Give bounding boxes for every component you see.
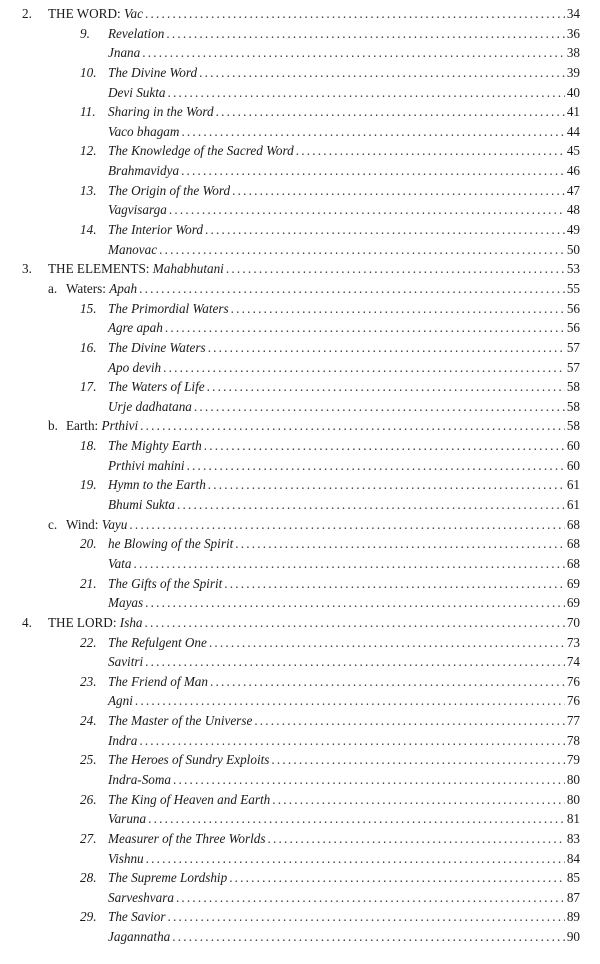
entry-line	[108, 318, 580, 338]
page-number: 61	[566, 497, 580, 513]
toc-entry-hymn	[0, 672, 600, 692]
dot-leader	[209, 633, 565, 653]
dot-leader	[168, 83, 565, 103]
page-number: 48	[566, 202, 580, 218]
entry-line	[108, 907, 580, 927]
page-number: 70	[566, 614, 580, 630]
entry-line	[108, 849, 580, 869]
hymn-number: 24.	[80, 713, 97, 729]
page-number: 50	[566, 241, 580, 257]
entry-line	[108, 927, 580, 947]
page-number: 45	[566, 143, 580, 159]
entry-title: The King of Heaven and Earth	[108, 791, 271, 807]
toc-entry-hymn	[0, 141, 600, 161]
dot-leader	[194, 397, 565, 417]
page-number: 38	[566, 45, 580, 61]
section-letter: a.	[48, 280, 58, 296]
hymn-number: 19.	[80, 477, 97, 493]
toc-entry-chapter	[0, 259, 600, 279]
toc-entry-sanskrit	[0, 770, 600, 790]
title-sanskrit: Vayu	[101, 516, 128, 532]
page-number: 34	[566, 6, 580, 21]
dot-leader	[176, 888, 565, 908]
toc-entry-hymn	[0, 790, 600, 810]
dot-leader	[172, 927, 565, 947]
entry-line	[108, 652, 580, 672]
entry-line	[108, 456, 580, 476]
dot-leader	[166, 24, 564, 44]
hymn-number: 16.	[80, 339, 97, 355]
entry-line	[108, 358, 580, 378]
toc-entry-sanskrit	[0, 495, 600, 515]
page-number: 80	[566, 791, 580, 807]
title-sanskrit: Mahabhutani	[152, 261, 224, 277]
dot-leader	[168, 907, 565, 927]
dot-leader	[139, 731, 565, 751]
dot-leader	[232, 181, 565, 201]
page-number: 81	[566, 811, 580, 827]
entry-title: The Friend of Man	[108, 673, 208, 689]
title-sanskrit: Apah	[109, 280, 138, 296]
entry-title: Manovac	[108, 241, 158, 257]
hymn-number: 11.	[80, 104, 96, 120]
page-number: 85	[566, 870, 580, 886]
hymn-number: 26.	[80, 791, 97, 807]
dot-leader	[163, 358, 565, 378]
page-number: 84	[566, 850, 580, 866]
dot-leader	[159, 240, 565, 260]
toc-entry-hymn	[0, 711, 600, 731]
dot-leader	[254, 711, 565, 731]
hymn-number: 10.	[80, 64, 97, 80]
entry-title: Indra-Soma	[108, 771, 172, 787]
toc-entry-sanskrit	[0, 200, 600, 220]
entry-title: Revelation	[108, 25, 165, 41]
entry-title: Agni	[108, 693, 133, 709]
entry-title: The Mighty Earth	[108, 438, 202, 454]
dot-leader	[187, 456, 565, 476]
entry-line	[108, 24, 580, 44]
title-roman: Earth:	[66, 418, 102, 434]
dot-leader	[142, 43, 565, 63]
toc-entry-sanskrit	[0, 652, 600, 672]
entry-line	[108, 574, 580, 594]
title-roman: THE WORD:	[48, 6, 124, 21]
toc-entry-sanskrit	[0, 161, 600, 181]
page-number: 69	[566, 575, 580, 591]
entry-line	[108, 141, 580, 161]
entry-line	[48, 4, 580, 24]
toc-entry-sanskrit	[0, 731, 600, 751]
table-of-contents	[0, 4, 600, 947]
entry-title: The Divine Waters	[108, 339, 206, 355]
entry-title: The Heroes of Sundry Exploits	[108, 752, 270, 768]
entry-title: Varuna	[108, 811, 147, 827]
entry-line	[48, 613, 580, 633]
entry-title: Sharing in the Word	[108, 104, 214, 120]
page-number: 58	[566, 398, 580, 414]
toc-entry-hymn	[0, 436, 600, 456]
dot-leader	[129, 515, 564, 535]
toc-entry-hymn	[0, 377, 600, 397]
toc-entry-hymn	[0, 534, 600, 554]
dot-leader	[204, 436, 565, 456]
entry-title: Devi Sukta	[108, 84, 166, 100]
dot-leader	[181, 122, 564, 142]
page-number: 58	[566, 379, 580, 395]
entry-title: Mayas	[108, 595, 144, 611]
hymn-number: 23.	[80, 673, 97, 689]
toc-entry-hymn	[0, 633, 600, 653]
toc-entry-section	[0, 416, 600, 436]
section-letter: c.	[48, 516, 58, 532]
entry-title: Bhumi Sukta	[108, 497, 176, 513]
toc-entry-hymn	[0, 24, 600, 44]
entry-title: The Interior Word	[108, 222, 204, 238]
entry-title	[66, 279, 137, 299]
entry-line	[108, 377, 580, 397]
entry-title	[48, 613, 143, 633]
entry-title: The Origin of the Word	[108, 182, 231, 198]
toc-entry-section	[0, 279, 600, 299]
entry-line	[66, 416, 580, 436]
entry-title: The Refulgent One	[108, 634, 207, 650]
section-letter: b.	[48, 418, 58, 434]
dot-leader	[181, 161, 565, 181]
toc-entry-sanskrit	[0, 240, 600, 260]
page-number: 68	[566, 536, 580, 552]
title-roman: Waters:	[66, 280, 110, 296]
toc-entry-hymn	[0, 829, 600, 849]
hymn-number: 15.	[80, 300, 97, 316]
entry-line	[108, 495, 580, 515]
page-number: 78	[566, 732, 580, 748]
dot-leader	[148, 809, 565, 829]
dot-leader	[165, 318, 565, 338]
toc-entry-sanskrit	[0, 927, 600, 947]
dot-leader	[216, 102, 565, 122]
entry-title	[66, 416, 138, 436]
page-number: 46	[566, 163, 580, 179]
entry-title: The Primordial Waters	[108, 300, 229, 316]
toc-entry-sanskrit	[0, 888, 600, 908]
entry-line	[108, 750, 580, 770]
entry-title: Vaco bhagam	[108, 123, 180, 139]
entry-title: The Supreme Lordship	[108, 870, 228, 886]
chapter-number: 2.	[22, 6, 32, 21]
hymn-number: 25.	[80, 752, 97, 768]
page-number: 90	[566, 929, 580, 945]
title-sanskrit: Prthivi	[101, 418, 139, 434]
entry-line	[108, 868, 580, 888]
entry-title	[48, 259, 224, 279]
toc-entry-section	[0, 515, 600, 535]
page-number: 76	[566, 693, 580, 709]
page-number: 57	[566, 359, 580, 375]
dot-leader	[140, 416, 565, 436]
entry-line	[108, 711, 580, 731]
entry-title: Urje dadhatana	[108, 398, 192, 414]
dot-leader	[207, 377, 565, 397]
hymn-number: 20.	[80, 536, 97, 552]
toc-entry-sanskrit	[0, 318, 600, 338]
entry-title: Measurer of the Three Worlds	[108, 830, 266, 846]
entry-line	[108, 161, 580, 181]
chapter-number: 4.	[22, 614, 32, 630]
toc-entry-sanskrit	[0, 593, 600, 613]
dot-leader	[145, 613, 565, 633]
page-number: 53	[566, 261, 580, 277]
page-number: 56	[566, 320, 580, 336]
entry-line	[108, 200, 580, 220]
entry-line	[108, 181, 580, 201]
toc-entry-hymn	[0, 750, 600, 770]
dot-leader	[177, 495, 565, 515]
page-number: 36	[566, 25, 580, 41]
page-number: 47	[566, 182, 580, 198]
entry-line	[108, 220, 580, 240]
entry-line	[108, 63, 580, 83]
chapter-number: 3.	[22, 261, 32, 277]
entry-title: Jagannatha	[108, 929, 171, 945]
dot-leader	[145, 593, 565, 613]
toc-entry-sanskrit	[0, 554, 600, 574]
page-number: 60	[566, 457, 580, 473]
dot-leader	[235, 534, 565, 554]
entry-title: The Savior	[108, 909, 166, 925]
entry-line	[108, 436, 580, 456]
dot-leader	[145, 652, 565, 672]
title-roman: THE LORD:	[48, 614, 120, 630]
toc-entry-sanskrit	[0, 849, 600, 869]
entry-title	[48, 4, 143, 24]
hymn-number: 21.	[80, 575, 97, 591]
page-number: 89	[566, 909, 580, 925]
dot-leader	[231, 299, 565, 319]
entry-title: Hymn to the Earth	[108, 477, 206, 493]
dot-leader	[272, 790, 565, 810]
toc-entry-chapter	[0, 4, 600, 24]
dot-leader	[205, 220, 565, 240]
page-number: 68	[566, 516, 580, 532]
page-number: 68	[566, 555, 580, 571]
dot-leader	[226, 259, 565, 279]
toc-entry-hymn	[0, 907, 600, 927]
page-number: 76	[566, 673, 580, 689]
hymn-number: 27.	[80, 830, 97, 846]
entry-line	[108, 475, 580, 495]
title-sanskrit: Isha	[119, 614, 143, 630]
toc-entry-sanskrit	[0, 691, 600, 711]
entry-line	[108, 672, 580, 692]
entry-line	[108, 299, 580, 319]
page-number: 40	[566, 84, 580, 100]
dot-leader	[146, 849, 565, 869]
hymn-number: 17.	[80, 379, 97, 395]
entry-line	[108, 593, 580, 613]
entry-title: Vishnu	[108, 850, 144, 866]
title-roman: THE ELEMENTS:	[48, 261, 153, 277]
entry-title: Indra	[108, 732, 138, 748]
entry-title	[66, 515, 127, 535]
toc-entry-hymn	[0, 102, 600, 122]
toc-entry-hymn	[0, 475, 600, 495]
toc-entry-hymn	[0, 63, 600, 83]
title-sanskrit: Vac	[123, 6, 143, 21]
entry-title: Jnana	[108, 45, 141, 61]
page-number: 61	[566, 477, 580, 493]
hymn-number: 12.	[80, 143, 97, 159]
toc-entry-sanskrit	[0, 397, 600, 417]
toc-entry-sanskrit	[0, 358, 600, 378]
page-number: 44	[566, 123, 580, 139]
page-number: 74	[566, 654, 580, 670]
page-number: 41	[566, 104, 580, 120]
page-number: 55	[566, 280, 580, 296]
entry-title: Agre apah	[108, 320, 163, 336]
entry-line	[108, 790, 580, 810]
dot-leader	[135, 691, 565, 711]
entry-title: The Gifts of the Spirit	[108, 575, 223, 591]
page-number: 73	[566, 634, 580, 650]
entry-title: Brahmavidya	[108, 163, 180, 179]
entry-title: Sarveshvara	[108, 889, 174, 905]
toc-entry-hymn	[0, 338, 600, 358]
toc-entry-sanskrit	[0, 122, 600, 142]
entry-line	[108, 338, 580, 358]
entry-title: The Master of the Universe	[108, 713, 253, 729]
dot-leader	[133, 554, 564, 574]
dot-leader	[210, 672, 565, 692]
page-number: 56	[566, 300, 580, 316]
page-number: 60	[566, 438, 580, 454]
entry-line	[108, 83, 580, 103]
entry-line	[108, 829, 580, 849]
entry-line	[108, 43, 580, 63]
toc-entry-hymn	[0, 868, 600, 888]
entry-line	[108, 240, 580, 260]
entry-title: Apo devih	[108, 359, 162, 375]
entry-title: Savitri	[108, 654, 144, 670]
dot-leader	[169, 200, 565, 220]
dot-leader	[199, 63, 565, 83]
entry-line	[108, 102, 580, 122]
hymn-number: 18.	[80, 438, 97, 454]
page-number: 49	[566, 222, 580, 238]
page-number: 57	[566, 339, 580, 355]
page-number: 69	[566, 595, 580, 611]
dot-leader	[224, 574, 565, 594]
entry-line	[108, 534, 580, 554]
entry-line	[108, 888, 580, 908]
dot-leader	[229, 868, 565, 888]
page-number: 58	[566, 418, 580, 434]
dot-leader	[145, 4, 565, 24]
entry-line	[48, 259, 580, 279]
entry-line	[108, 731, 580, 751]
page-number: 77	[566, 713, 580, 729]
toc-entry-hymn	[0, 299, 600, 319]
page-number: 79	[566, 752, 580, 768]
page-number: 39	[566, 64, 580, 80]
entry-line	[108, 122, 580, 142]
hymn-number: 13.	[80, 182, 97, 198]
dot-leader	[208, 338, 565, 358]
hymn-number: 28.	[80, 870, 97, 886]
page-number: 87	[566, 889, 580, 905]
entry-line	[108, 397, 580, 417]
entry-line	[108, 691, 580, 711]
toc-entry-sanskrit	[0, 43, 600, 63]
entry-title: The Knowledge of the Sacred Word	[108, 143, 294, 159]
entry-title: Prthivi mahini	[108, 457, 185, 473]
dot-leader	[139, 279, 565, 299]
page-number: 80	[566, 771, 580, 787]
page-number: 83	[566, 830, 580, 846]
dot-leader	[173, 770, 565, 790]
entry-title: he Blowing of the Spirit	[108, 536, 234, 552]
dot-leader	[296, 141, 565, 161]
dot-leader	[271, 750, 564, 770]
title-roman: Wind:	[66, 516, 102, 532]
entry-title: The Divine Word	[108, 64, 198, 80]
entry-title: The Waters of Life	[108, 379, 205, 395]
toc-entry-sanskrit	[0, 809, 600, 829]
hymn-number: 14.	[80, 222, 97, 238]
toc-entry-sanskrit	[0, 456, 600, 476]
entry-line	[108, 809, 580, 829]
entry-line	[66, 515, 580, 535]
toc-entry-hymn	[0, 574, 600, 594]
toc-entry-hymn	[0, 220, 600, 240]
hymn-number: 29.	[80, 909, 97, 925]
entry-line	[66, 279, 580, 299]
toc-entry-hymn	[0, 181, 600, 201]
entry-title: Vagvisarga	[108, 202, 167, 218]
entry-line	[108, 770, 580, 790]
toc-entry-sanskrit	[0, 83, 600, 103]
dot-leader	[268, 829, 565, 849]
hymn-number: 22.	[80, 634, 97, 650]
entry-line	[108, 554, 580, 574]
entry-title: Vata	[108, 555, 132, 571]
entry-line	[108, 633, 580, 653]
hymn-number: 9.	[80, 25, 90, 41]
toc-entry-chapter	[0, 613, 600, 633]
dot-leader	[208, 475, 565, 495]
